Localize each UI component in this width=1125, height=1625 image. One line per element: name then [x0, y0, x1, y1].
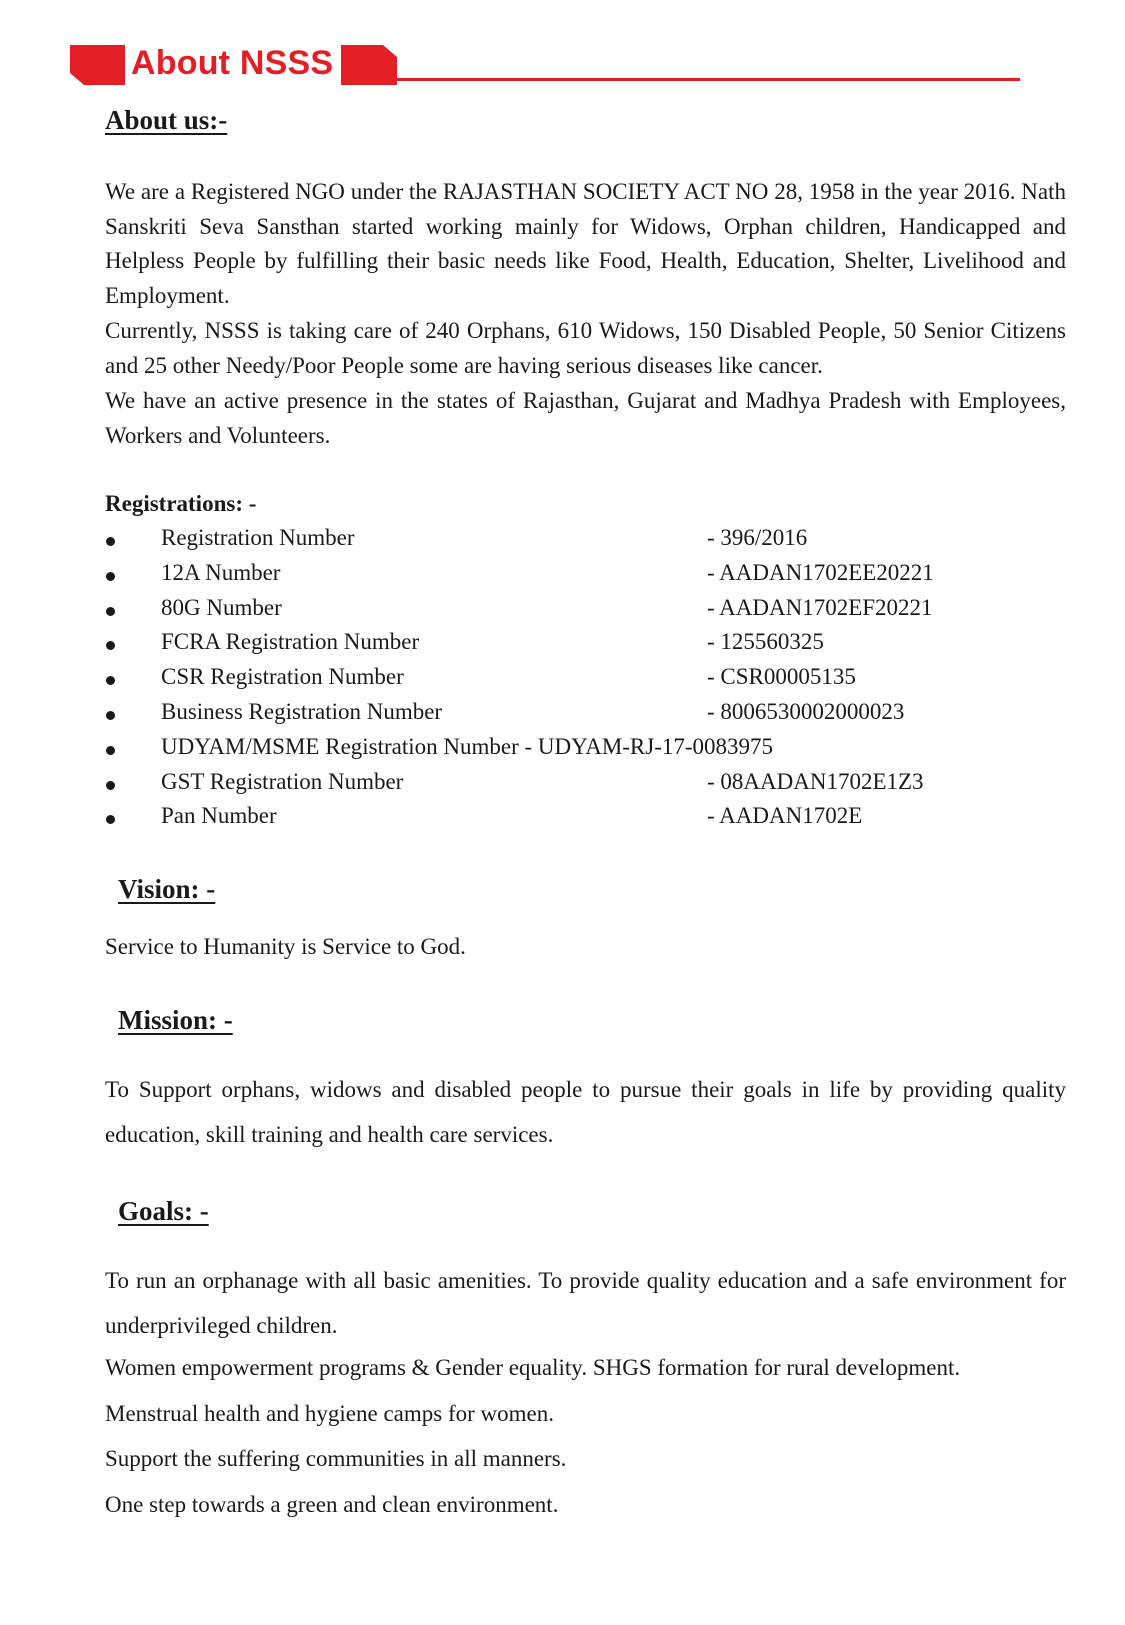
registration-label: GST Registration Number [161, 768, 404, 794]
mission-heading: Mission: - [118, 1005, 233, 1035]
about-heading: About us:- [105, 105, 228, 135]
list-item [0, 558, 1125, 593]
bullet-icon [106, 676, 115, 685]
list-item [0, 801, 1125, 836]
bullet-icon [106, 537, 115, 546]
mission-text: To Support orphans, widows and disabled people to pursue their goals in life by providing quality education, skill training and health care services. [105, 1077, 1066, 1147]
registration-label: Business Registration Number [161, 698, 443, 724]
goals-heading: Goals: - [118, 1196, 209, 1226]
registration-value: - AADAN1702E [707, 803, 863, 829]
registration-label: UDYAM/MSME Registration Number - UDYAM-RJ-17-0083975 [161, 733, 774, 759]
registrations-heading: Registrations: - [105, 491, 257, 516]
bullet-icon [106, 746, 115, 755]
header-left-tab [70, 45, 125, 85]
about-paragraph-2: Currently, NSSS is taking care of 240 Orphans, 610 Widows, 150 Disabled People, 50 Senior Citizens and 25 other Needy/Poor People some are having serious diseases like cancer. [105, 318, 1066, 378]
goals-paragraph-1: To run an orphanage with all basic amenities. To provide quality education and a safe environment for underprivileged children. [105, 1268, 1066, 1338]
bullet-icon [106, 815, 115, 824]
registration-value: - 396/2016 [707, 525, 808, 550]
about-paragraph-3: We have an active presence in the states of Rajasthan, Gujarat and Madhya Pradesh with Employees, Workers and Volunteers. [105, 388, 1066, 448]
registration-label: CSR Registration Number [161, 664, 404, 690]
goals-line-2: Women empowerment programs & Gender equality. SHGS formation for rural development. [105, 1355, 961, 1380]
goals-line-5: One step towards a green and clean environment. [105, 1492, 559, 1517]
registration-label: 80G Number [161, 594, 282, 620]
vision-heading: Vision: - [118, 874, 216, 904]
list-item [0, 593, 1125, 628]
registration-label: Registration Number [161, 525, 355, 550]
list-item [0, 662, 1125, 697]
bullet-icon [106, 607, 115, 616]
bullet-icon [106, 781, 115, 790]
bullet-icon [106, 572, 115, 581]
registration-value: - CSR00005135 [707, 664, 856, 690]
registration-label: Pan Number [161, 803, 277, 829]
registration-value: - AADAN1702EF20221 [707, 594, 933, 620]
header-right-tab [341, 45, 397, 85]
goals-line-3: Menstrual health and hygiene camps for women. [105, 1401, 555, 1426]
registrations-list [0, 523, 1125, 836]
vision-text: Service to Humanity is Service to God. [105, 934, 466, 959]
list-item [0, 697, 1125, 732]
bullet-icon [106, 641, 115, 650]
header-rule [397, 78, 1020, 81]
registration-label: FCRA Registration Number [161, 629, 420, 655]
registration-label: 12A Number [161, 559, 281, 585]
registration-value: - 08AADAN1702E1Z3 [707, 768, 924, 794]
page-header [0, 0, 1125, 100]
page-title: About NSSS [131, 44, 334, 82]
list-item [0, 627, 1125, 662]
goals-line-4: Support the suffering communities in all manners. [105, 1446, 567, 1471]
about-paragraph-1: We are a Registered NGO under the RAJASTHAN SOCIETY ACT NO 28, 1958 in the year 2016. Nath Sanskriti Seva Sansthan started working mainly for Widows, Orphan children, Handicapped and Helpless People by fulfilling their basic needs like Food, Health, Education, Shelter, Livelihood and Employment. [105, 179, 1066, 309]
list-item [0, 767, 1125, 802]
registration-value: - AADAN1702EE20221 [707, 559, 934, 585]
bullet-icon [106, 711, 115, 720]
list-item [0, 732, 1125, 767]
registration-value: - 8006530002000023 [707, 698, 905, 724]
list-item [0, 523, 1125, 558]
registration-value: - 125560325 [707, 629, 824, 655]
